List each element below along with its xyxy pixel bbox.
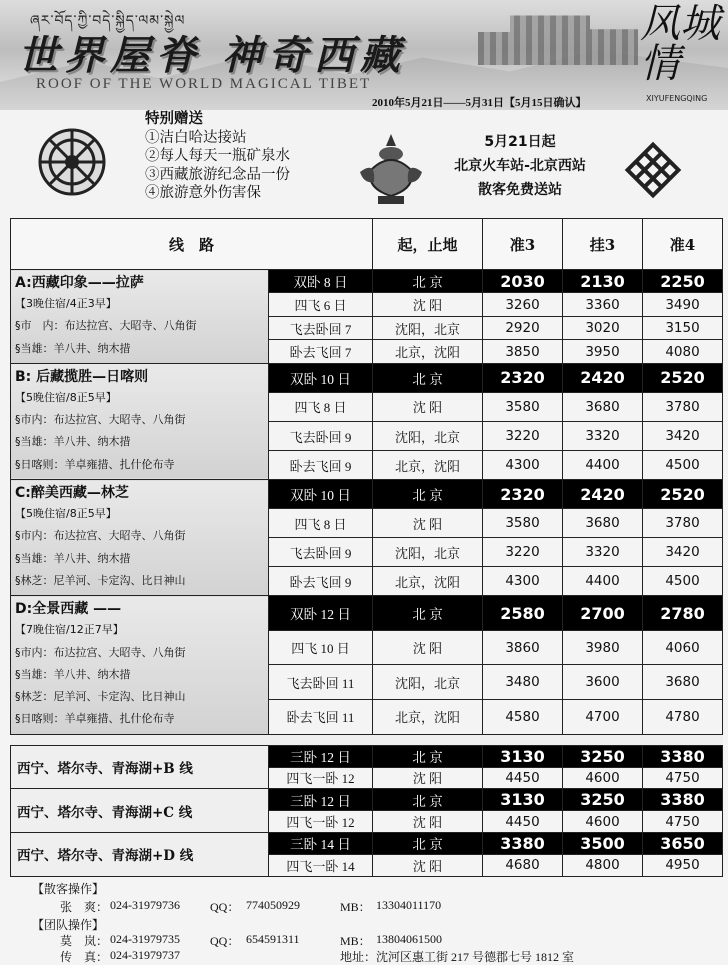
price-cell: 3420 bbox=[643, 538, 723, 567]
route-detail: 【5晚住宿/8正5早】 bbox=[15, 390, 117, 404]
tibetan-script: ཞར་བོད་ཀྱི་བདེ་སྐྱིད་ལམ་སྐྱེལ bbox=[30, 13, 186, 29]
departure-city: 北 京 bbox=[373, 596, 483, 631]
logo-pinyin: XIYUFENGQING bbox=[646, 94, 708, 103]
price-cell: 4500 bbox=[643, 451, 723, 480]
travel-mode: 三卧 14 日 bbox=[269, 832, 373, 854]
transfer-date: 5月21日起 bbox=[484, 134, 556, 150]
group-title: 【团队操作】 bbox=[32, 918, 105, 932]
column-header-price: 准3 bbox=[483, 219, 563, 270]
route-detail: §当雄：羊八井、纳木措 bbox=[15, 341, 131, 355]
price-cell: 4500 bbox=[643, 567, 723, 596]
group-qq-label: QQ： bbox=[210, 934, 240, 948]
route-detail: 【3晚住宿/4正3早】 bbox=[15, 297, 117, 310]
treasure-vase-icon bbox=[356, 130, 426, 210]
price-cell: 4700 bbox=[563, 700, 643, 735]
route-detail: 【7晚住宿/12正7早】 bbox=[15, 623, 124, 637]
gift-section bbox=[0, 110, 728, 218]
column-header-price: 准4 bbox=[643, 219, 723, 270]
logo-characters: 风城情 bbox=[640, 1, 720, 87]
date-range: 2010年5月21日——5月31日【5月15日确认】 bbox=[372, 97, 587, 109]
travel-mode: 卧去飞回 9 bbox=[269, 567, 373, 596]
table-row bbox=[11, 789, 723, 811]
departure-city: 北 京 bbox=[373, 270, 483, 293]
table-spacer bbox=[11, 734, 723, 745]
price-cell: 3260 bbox=[483, 293, 563, 316]
price-cell: 3420 bbox=[643, 421, 723, 450]
route-detail: §林芝：尼羊河、卡定沟、比日神山 bbox=[15, 573, 186, 587]
fax-label: 传 真： bbox=[60, 950, 109, 964]
potala-palace-graphic bbox=[478, 10, 638, 65]
price-cell: 3580 bbox=[483, 509, 563, 538]
brand-logo bbox=[640, 1, 724, 90]
price-cell: 4800 bbox=[563, 854, 643, 876]
travel-mode: 卧去飞回 9 bbox=[269, 451, 373, 480]
price-cell: 4080 bbox=[643, 340, 723, 363]
departure-city: 北 京 bbox=[373, 745, 483, 767]
dharma-wheel-icon bbox=[36, 126, 108, 198]
endless-knot-icon bbox=[618, 130, 688, 210]
price-cell: 3220 bbox=[483, 538, 563, 567]
route-name: B: 后藏揽胜—日喀则 bbox=[15, 368, 149, 385]
travel-mode: 飞去卧回 11 bbox=[269, 665, 373, 700]
route-detail: §市内：布达拉宫、大昭寺、八角街 bbox=[15, 529, 186, 543]
retail-mobile: 13304011170 bbox=[376, 898, 442, 912]
retail-phone: 024-31979736 bbox=[110, 898, 180, 912]
page-title-english: ROOF OF THE WORLD MAGICAL TIBET bbox=[36, 76, 372, 92]
price-cell: 3680 bbox=[563, 509, 643, 538]
route-detail: §市 内：布达拉宫、大昭寺、八角街 bbox=[15, 319, 197, 333]
retail-qq: 774050929 bbox=[246, 898, 300, 912]
price-cell: 2700 bbox=[563, 596, 643, 631]
departure-city: 北 京 bbox=[373, 832, 483, 854]
route-name: 西宁、塔尔寺、青海湖+D 线 bbox=[11, 832, 269, 876]
group-mobile: 13804061500 bbox=[376, 932, 442, 946]
spacer-cell bbox=[11, 734, 723, 745]
price-cell: 4400 bbox=[563, 567, 643, 596]
travel-mode: 飞去卧回 7 bbox=[269, 316, 373, 339]
price-table bbox=[10, 218, 723, 877]
transfer-stations: 北京火车站-北京西站 bbox=[454, 158, 586, 174]
route-detail: §当雄：羊八井、纳木措 bbox=[15, 667, 131, 681]
price-cell: 3680 bbox=[563, 392, 643, 421]
contact-section bbox=[0, 880, 728, 965]
price-cell: 2580 bbox=[483, 596, 563, 631]
departure-city: 沈 阳 bbox=[373, 509, 483, 538]
departure-city: 沈阳，北京 bbox=[373, 316, 483, 339]
price-cell: 3380 bbox=[643, 789, 723, 811]
route-name: C:醉美西藏—林芝 bbox=[15, 485, 129, 502]
header-banner bbox=[0, 0, 728, 110]
travel-mode: 四飞 6 日 bbox=[269, 293, 373, 316]
price-cell: 3500 bbox=[563, 832, 643, 854]
travel-mode: 卧去飞回 7 bbox=[269, 340, 373, 363]
departure-city: 沈 阳 bbox=[373, 767, 483, 789]
gift-list bbox=[145, 110, 290, 203]
price-cell: 3320 bbox=[563, 538, 643, 567]
price-cell: 2420 bbox=[563, 480, 643, 509]
route-detail: §市内：布达拉宫、大昭寺、八角街 bbox=[15, 645, 186, 659]
departure-city: 北 京 bbox=[373, 363, 483, 392]
travel-mode: 飞去卧回 9 bbox=[269, 421, 373, 450]
departure-city: 北京，沈阳 bbox=[373, 451, 483, 480]
table-row bbox=[11, 832, 723, 854]
group-mb-label: MB： bbox=[340, 934, 371, 948]
transfer-note: 散客免费送站 bbox=[478, 182, 562, 198]
price-cell: 3860 bbox=[483, 630, 563, 665]
departure-city: 沈阳，北京 bbox=[373, 421, 483, 450]
price-cell: 3320 bbox=[563, 421, 643, 450]
gift-item: ①洁白哈达接站 bbox=[145, 129, 247, 146]
price-cell: 2030 bbox=[483, 270, 563, 293]
station-transfer-notice bbox=[430, 130, 610, 202]
price-cell: 2130 bbox=[563, 270, 643, 293]
address-label: 地址： bbox=[340, 950, 377, 964]
group-name: 莫 岚： bbox=[60, 934, 109, 948]
price-cell: 4750 bbox=[643, 767, 723, 789]
column-header-route: 线 路 bbox=[11, 219, 373, 270]
price-cell: 4780 bbox=[643, 700, 723, 735]
column-header-city: 起，止地 bbox=[373, 219, 483, 270]
price-cell: 3380 bbox=[643, 745, 723, 767]
price-cell: 2420 bbox=[563, 363, 643, 392]
gift-item: ④旅游意外伤害保 bbox=[145, 185, 261, 201]
departure-city: 北京，沈阳 bbox=[373, 340, 483, 363]
price-cell: 3220 bbox=[483, 421, 563, 450]
route-name: 西宁、塔尔寺、青海湖+B 线 bbox=[11, 745, 269, 789]
route-cell bbox=[11, 363, 269, 479]
departure-city: 沈 阳 bbox=[373, 392, 483, 421]
price-cell: 3580 bbox=[483, 392, 563, 421]
table-row bbox=[11, 363, 723, 392]
departure-city: 沈 阳 bbox=[373, 293, 483, 316]
address: 沈河区惠工街 217 号德郡七号 1812 室 bbox=[376, 950, 575, 964]
price-cell: 3150 bbox=[643, 316, 723, 339]
route-name: D:全景西藏 —— bbox=[15, 601, 122, 618]
route-name: 西宁、塔尔寺、青海湖+C 线 bbox=[11, 789, 269, 833]
table-header-row bbox=[11, 219, 723, 270]
departure-city: 沈 阳 bbox=[373, 854, 483, 876]
price-cell: 3130 bbox=[483, 745, 563, 767]
price-cell: 4300 bbox=[483, 451, 563, 480]
column-header-price: 挂3 bbox=[563, 219, 643, 270]
departure-city: 北京，沈阳 bbox=[373, 567, 483, 596]
travel-mode: 三卧 12 日 bbox=[269, 789, 373, 811]
route-detail: §日喀则：羊卓雍措、扎什伦布寺 bbox=[15, 712, 175, 726]
travel-mode: 四飞一卧 14 bbox=[269, 854, 373, 876]
departure-city: 沈阳，北京 bbox=[373, 538, 483, 567]
route-cell bbox=[11, 480, 269, 596]
travel-mode: 飞去卧回 9 bbox=[269, 538, 373, 567]
travel-mode: 双卧 12 日 bbox=[269, 596, 373, 631]
departure-city: 沈 阳 bbox=[373, 630, 483, 665]
price-cell: 3680 bbox=[643, 665, 723, 700]
price-cell: 2320 bbox=[483, 363, 563, 392]
gift-item: ②每人每天一瓶矿泉水 bbox=[145, 148, 290, 164]
page-title: 世界屋脊 神奇西藏 bbox=[18, 32, 406, 79]
price-cell: 4400 bbox=[563, 451, 643, 480]
price-cell: 2780 bbox=[643, 596, 723, 631]
price-cell: 3360 bbox=[563, 293, 643, 316]
departure-city: 北 京 bbox=[373, 789, 483, 811]
price-cell: 4750 bbox=[643, 811, 723, 833]
price-cell: 2520 bbox=[643, 363, 723, 392]
travel-mode: 三卧 12 日 bbox=[269, 745, 373, 767]
price-cell: 3130 bbox=[483, 789, 563, 811]
price-cell: 3780 bbox=[643, 392, 723, 421]
price-cell: 4600 bbox=[563, 767, 643, 789]
price-cell: 2920 bbox=[483, 316, 563, 339]
table-row bbox=[11, 270, 723, 293]
route-detail: §当雄：羊八井、纳木措 bbox=[15, 551, 131, 565]
route-detail: §日喀则：羊卓雍措、扎什伦布寺 bbox=[15, 457, 175, 471]
travel-mode: 四飞 8 日 bbox=[269, 509, 373, 538]
travel-mode: 四飞一卧 12 bbox=[269, 811, 373, 833]
route-detail: §当雄：羊八井、纳木措 bbox=[15, 435, 131, 449]
table-row bbox=[11, 480, 723, 509]
table-row bbox=[11, 745, 723, 767]
table-row bbox=[11, 596, 723, 631]
group-phone: 024-31979735 bbox=[110, 932, 180, 946]
group-qq: 654591311 bbox=[246, 932, 300, 946]
price-cell: 3850 bbox=[483, 340, 563, 363]
price-cell: 3250 bbox=[563, 789, 643, 811]
price-cell: 4580 bbox=[483, 700, 563, 735]
price-cell: 4450 bbox=[483, 811, 563, 833]
retail-name: 张 爽： bbox=[60, 900, 109, 914]
travel-mode: 四飞 10 日 bbox=[269, 630, 373, 665]
route-cell bbox=[11, 596, 269, 734]
price-cell: 2250 bbox=[643, 270, 723, 293]
retail-mb-label: MB： bbox=[340, 900, 371, 914]
departure-city: 北 京 bbox=[373, 480, 483, 509]
departure-city: 北京，沈阳 bbox=[373, 700, 483, 735]
departure-city: 沈阳，北京 bbox=[373, 665, 483, 700]
price-cell: 3380 bbox=[483, 832, 563, 854]
price-cell: 3490 bbox=[643, 293, 723, 316]
travel-mode: 双卧 8 日 bbox=[269, 270, 373, 293]
price-cell: 3250 bbox=[563, 745, 643, 767]
gift-title: 特别赠送 bbox=[145, 110, 203, 127]
price-cell: 4950 bbox=[643, 854, 723, 876]
departure-city: 沈 阳 bbox=[373, 811, 483, 833]
price-cell: 3480 bbox=[483, 665, 563, 700]
travel-mode: 双卧 10 日 bbox=[269, 363, 373, 392]
price-cell: 3980 bbox=[563, 630, 643, 665]
price-cell: 3600 bbox=[563, 665, 643, 700]
price-cell: 4450 bbox=[483, 767, 563, 789]
price-cell: 4060 bbox=[643, 630, 723, 665]
price-cell: 3780 bbox=[643, 509, 723, 538]
travel-mode: 四飞一卧 12 bbox=[269, 767, 373, 789]
travel-mode: 双卧 10 日 bbox=[269, 480, 373, 509]
fax-number: 024-31979737 bbox=[110, 948, 180, 962]
route-cell bbox=[11, 270, 269, 364]
gift-item: ③西藏旅游纪念品一份 bbox=[145, 166, 290, 183]
route-name: A:西藏印象——拉萨 bbox=[15, 275, 144, 291]
price-cell: 3650 bbox=[643, 832, 723, 854]
price-cell: 2320 bbox=[483, 480, 563, 509]
route-detail: §林芝：尼羊河、卡定沟、比日神山 bbox=[15, 690, 186, 704]
price-cell: 3020 bbox=[563, 316, 643, 339]
travel-mode: 卧去飞回 11 bbox=[269, 700, 373, 735]
route-detail: 【5晚住宿/8正5早】 bbox=[15, 507, 117, 521]
route-detail: §市内：布达拉宫、大昭寺、八角街 bbox=[15, 413, 186, 427]
travel-mode: 四飞 8 日 bbox=[269, 392, 373, 421]
price-cell: 4680 bbox=[483, 854, 563, 876]
retail-qq-label: QQ： bbox=[210, 900, 240, 914]
price-cell: 3950 bbox=[563, 340, 643, 363]
price-cell: 4300 bbox=[483, 567, 563, 596]
price-cell: 2520 bbox=[643, 480, 723, 509]
price-cell: 4600 bbox=[563, 811, 643, 833]
retail-title: 【散客操作】 bbox=[32, 882, 105, 896]
